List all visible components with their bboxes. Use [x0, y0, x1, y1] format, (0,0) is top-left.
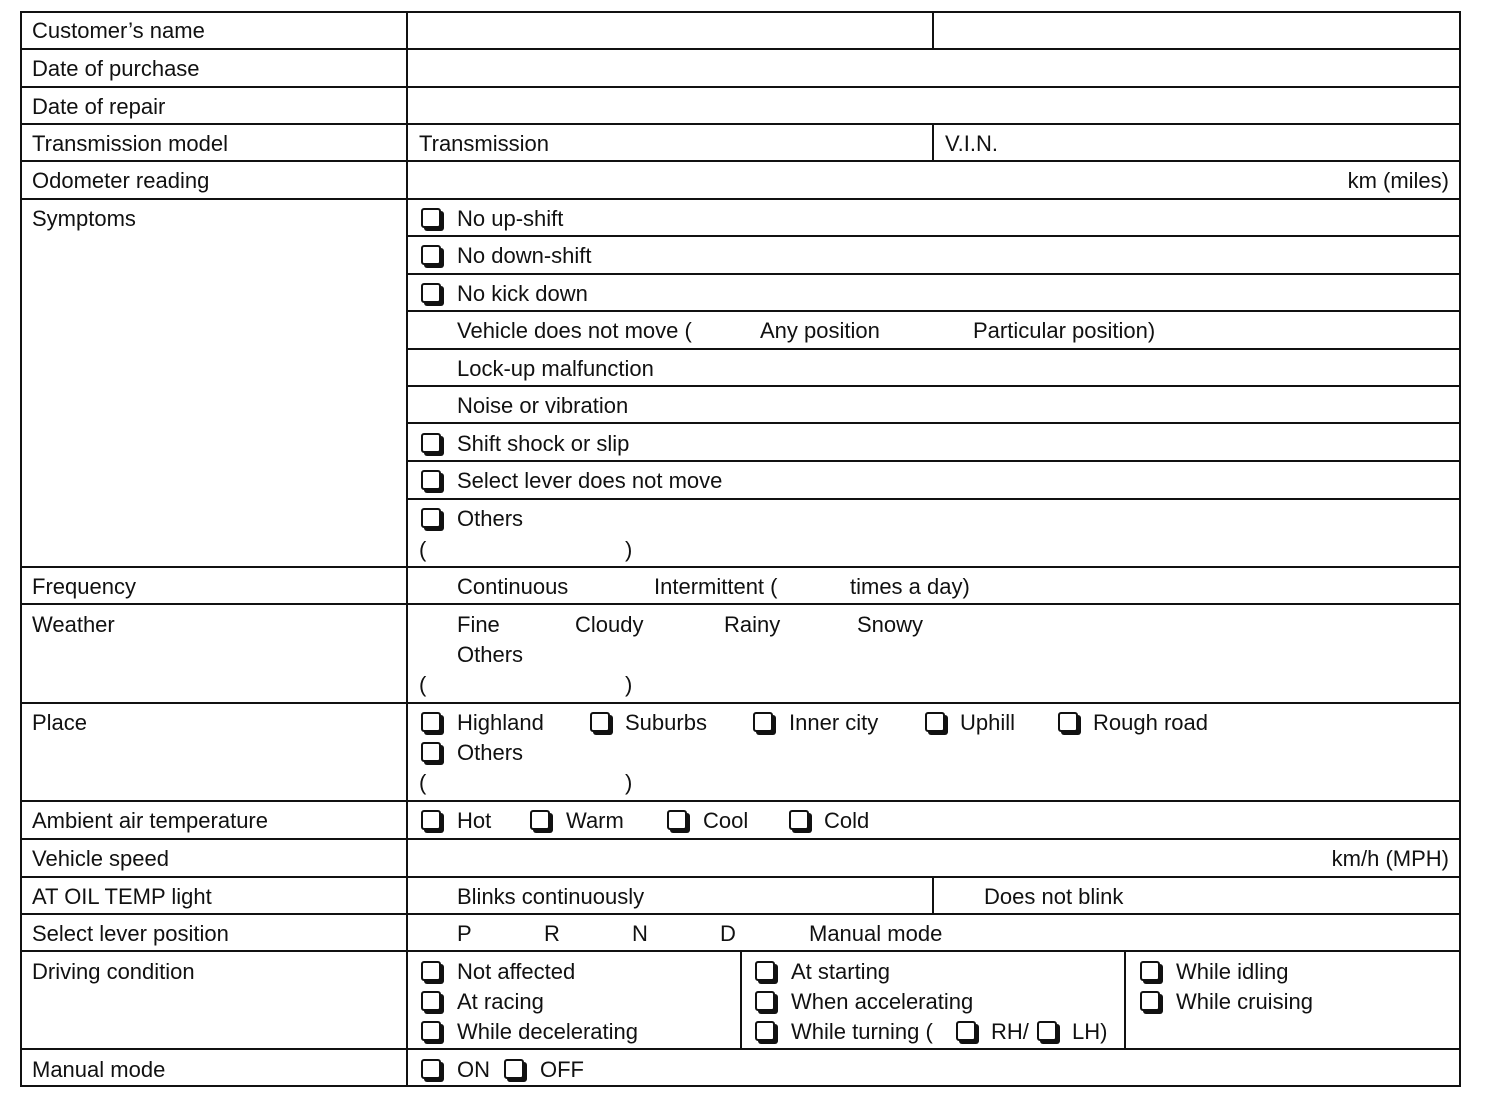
manual-mode-on: ON — [457, 1057, 490, 1082]
lever-r: R — [544, 921, 560, 946]
symptom-lockup-malfunction: Lock-up malfunction — [457, 356, 654, 381]
driving-while-idling: While idling — [1176, 959, 1289, 984]
driving-not-affected: Not affected — [457, 959, 576, 984]
paren-close: ) — [625, 770, 633, 795]
symptom-vehicle-not-move: Vehicle does not move ( — [457, 318, 692, 343]
checkbox-no-kickdown[interactable] — [421, 283, 441, 303]
row-divider — [20, 838, 1461, 840]
oil-light-no-blink: Does not blink — [984, 884, 1124, 909]
lever-d: D — [720, 921, 736, 946]
place-rough-road: Rough road — [1093, 710, 1208, 735]
manual-mode-off: OFF — [540, 1057, 584, 1082]
temp-warm: Warm — [566, 808, 624, 833]
label-weather: Weather — [32, 612, 115, 637]
label-customer-name: Customer’s name — [32, 18, 205, 43]
row-divider — [407, 273, 1461, 275]
driving-lh: LH) — [1072, 1019, 1108, 1044]
row-divider — [20, 566, 1461, 568]
label-place: Place — [32, 710, 88, 735]
row-divider — [407, 422, 1461, 424]
vin-field-label: V.I.N. — [945, 131, 998, 156]
row-divider — [20, 876, 1461, 878]
row-divider — [20, 48, 1461, 50]
checkbox-while-cruising[interactable] — [1140, 991, 1160, 1011]
row-divider — [20, 603, 1461, 605]
oil-light-blinks: Blinks continuously — [457, 884, 645, 909]
checkbox-warm[interactable] — [530, 810, 550, 830]
checkbox-cold[interactable] — [789, 810, 809, 830]
label-at-oil-temp-light: AT OIL TEMP light — [32, 884, 212, 909]
row-divider — [20, 86, 1461, 88]
checkbox-suburbs[interactable] — [590, 712, 610, 732]
column-divider — [1124, 950, 1126, 1049]
place-suburbs: Suburbs — [625, 710, 707, 735]
checkbox-while-turning[interactable] — [755, 1021, 775, 1041]
row-divider — [20, 800, 1461, 802]
checkbox-manual-on[interactable] — [421, 1059, 441, 1079]
checkbox-select-lever[interactable] — [421, 470, 441, 490]
weather-rainy: Rainy — [724, 612, 781, 637]
paren-close: ) — [625, 537, 633, 562]
symptom-others: Others — [457, 506, 524, 531]
driving-while-decelerating: While decelerating — [457, 1019, 638, 1044]
row-divider — [20, 198, 1461, 200]
column-divider — [932, 876, 934, 914]
driving-at-starting: At starting — [791, 959, 891, 984]
weather-snowy: Snowy — [857, 612, 924, 637]
label-vehicle-speed: Vehicle speed — [32, 846, 169, 871]
speed-unit: km/h (MPH) — [1331, 846, 1449, 871]
row-divider — [407, 460, 1461, 462]
lever-p: P — [457, 921, 472, 946]
driving-rh: RH/ — [991, 1019, 1029, 1044]
checkbox-rh[interactable] — [956, 1021, 976, 1041]
checkbox-rough-road[interactable] — [1058, 712, 1078, 732]
paren-open: ( — [419, 770, 427, 795]
checkbox-place-others[interactable] — [421, 742, 441, 762]
checkbox-cool[interactable] — [667, 810, 687, 830]
temp-cold: Cold — [824, 808, 870, 833]
paren-open: ( — [419, 672, 427, 697]
lever-n: N — [632, 921, 648, 946]
row-divider — [407, 235, 1461, 237]
symptom-select-lever: Select lever does not move — [457, 468, 723, 493]
label-date-of-repair: Date of repair — [32, 94, 166, 119]
checkbox-highland[interactable] — [421, 712, 441, 732]
checkbox-manual-off[interactable] — [504, 1059, 524, 1079]
temp-hot: Hot — [457, 808, 492, 833]
checkbox-not-affected[interactable] — [421, 961, 441, 981]
row-divider — [20, 123, 1461, 125]
label-date-of-purchase: Date of purchase — [32, 56, 200, 81]
label-symptoms: Symptoms — [32, 206, 136, 231]
frequency-continuous: Continuous — [457, 574, 569, 599]
checkbox-uphill[interactable] — [925, 712, 945, 732]
checkbox-while-idling[interactable] — [1140, 961, 1160, 981]
label-ambient-air-temperature: Ambient air temperature — [32, 808, 268, 833]
temp-cool: Cool — [703, 808, 749, 833]
symptom-no-kickdown: No kick down — [457, 281, 588, 306]
weather-cloudy: Cloudy — [575, 612, 644, 637]
checkbox-while-decelerating[interactable] — [421, 1021, 441, 1041]
label-frequency: Frequency — [32, 574, 136, 599]
symptom-no-upshift: No up-shift — [457, 206, 564, 231]
checkbox-when-accelerating[interactable] — [755, 991, 775, 1011]
frequency-intermittent: Intermittent ( — [654, 574, 778, 599]
option-particular-position: Particular position) — [973, 318, 1156, 343]
driving-while-turning: While turning ( — [791, 1019, 933, 1044]
row-divider — [407, 348, 1461, 350]
column-divider — [932, 123, 934, 161]
place-highland: Highland — [457, 710, 544, 735]
driving-while-cruising: While cruising — [1176, 989, 1313, 1014]
row-divider — [407, 310, 1461, 312]
checkbox-shift-shock[interactable] — [421, 433, 441, 453]
symptom-shift-shock: Shift shock or slip — [457, 431, 630, 456]
row-divider — [407, 498, 1461, 500]
label-transmission-model: Transmission model — [32, 131, 229, 156]
transmission-field-label: Transmission — [419, 131, 549, 156]
label-driving-condition: Driving condition — [32, 959, 195, 984]
row-divider — [20, 913, 1461, 915]
place-inner-city: Inner city — [789, 710, 879, 735]
checkbox-lh[interactable] — [1037, 1021, 1057, 1041]
label-select-lever-position: Select lever position — [32, 921, 229, 946]
frequency-times-a-day: times a day) — [850, 574, 970, 599]
paren-close: ) — [625, 672, 633, 697]
checkbox-at-racing[interactable] — [421, 991, 441, 1011]
paren-open: ( — [419, 537, 427, 562]
row-divider — [20, 702, 1461, 704]
row-divider — [20, 160, 1461, 162]
driving-when-accelerating: When accelerating — [791, 989, 974, 1014]
column-divider — [932, 11, 934, 49]
weather-fine: Fine — [457, 612, 500, 637]
option-any-position: Any position — [760, 318, 880, 343]
place-uphill: Uphill — [960, 710, 1016, 735]
lever-manual-mode: Manual mode — [809, 921, 943, 946]
checkbox-inner-city[interactable] — [753, 712, 773, 732]
label-odometer-reading: Odometer reading — [32, 168, 210, 193]
symptom-no-downshift: No down-shift — [457, 243, 592, 268]
checkbox-hot[interactable] — [421, 810, 441, 830]
driving-at-racing: At racing — [457, 989, 544, 1014]
weather-others: Others — [457, 642, 524, 667]
checkbox-symptom-others[interactable] — [421, 508, 441, 528]
odometer-unit: km (miles) — [1347, 168, 1449, 193]
checkbox-at-starting[interactable] — [755, 961, 775, 981]
column-divider — [406, 11, 408, 1087]
symptom-noise-vibration: Noise or vibration — [457, 393, 629, 418]
checkbox-no-upshift[interactable] — [421, 208, 441, 228]
place-others: Others — [457, 740, 524, 765]
checkbox-no-downshift[interactable] — [421, 245, 441, 265]
column-divider — [740, 950, 742, 1049]
label-manual-mode: Manual mode — [32, 1057, 166, 1082]
row-divider — [407, 385, 1461, 387]
